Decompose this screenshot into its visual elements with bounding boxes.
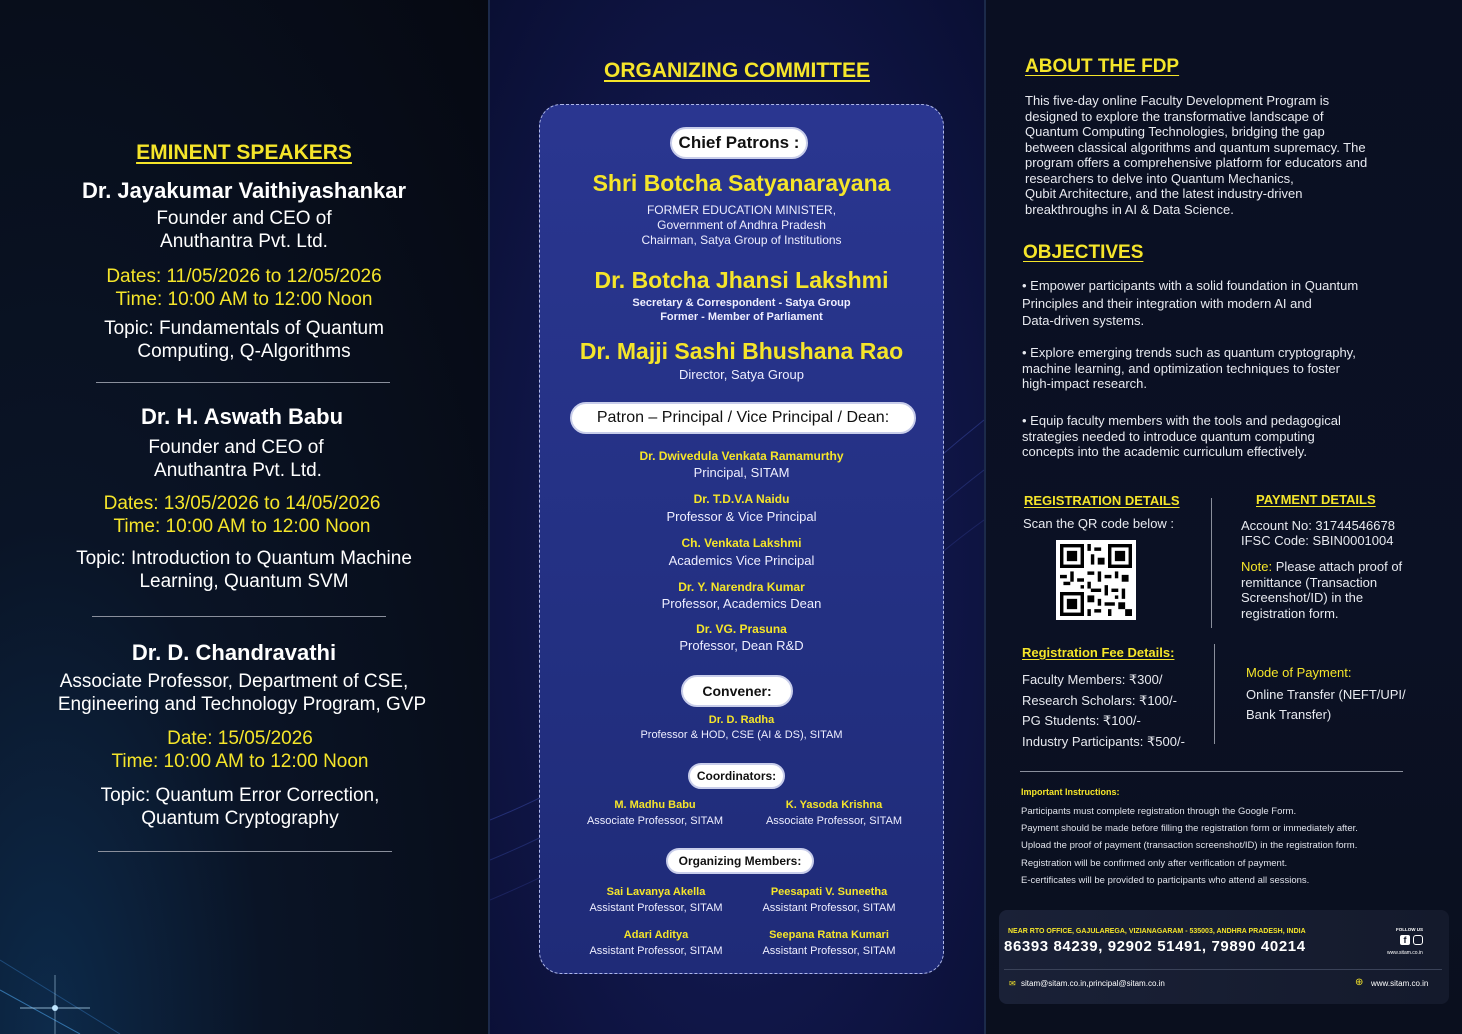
instruction-item: Registration will be confirmed only after verification of payment. [1021, 857, 1288, 869]
social-icons [1400, 935, 1423, 946]
globe-icon: ⊕ [1355, 977, 1364, 988]
member-2-title: Assistant Professor, SITAM [762, 902, 896, 914]
divider [92, 616, 386, 617]
speaker-1-topic: Topic: Fundamentals of Quantum [104, 318, 384, 339]
note-line: Screenshot/ID) in the [1241, 590, 1364, 605]
speaker-1-name: Dr. Jayakumar Vaithiyashankar [81, 178, 407, 203]
chief-patron-1-line3: Chairman, Satya Group of Institutions [641, 233, 842, 247]
instruction-item: E-certificates will be provided to participants who attend all sessions. [1021, 874, 1310, 886]
speaker-3-date: Date: 15/05/2026 [167, 728, 313, 749]
member-4-name: Seepana Ratna Kumari [769, 929, 889, 941]
patron-3-name: Ch. Venkata Lakshmi [681, 536, 802, 550]
instagram-icon[interactable] [1413, 935, 1423, 945]
organizing-committee-heading: ORGANIZING COMMITTEE [604, 59, 870, 82]
objective-line: machine learning, and optimization techniques to foster [1022, 360, 1340, 376]
chief-patron-2-name: Dr. Botcha Jhansi Lakshmi [594, 267, 889, 293]
chief-patron-3-line1: Director, Satya Group [679, 367, 804, 382]
member-4-title: Assistant Professor, SITAM [762, 945, 896, 957]
divider [98, 851, 392, 852]
member-3-name: Adari Aditya [623, 929, 689, 941]
patron-2-title: Professor & Vice Principal [666, 509, 817, 524]
coordinator-1-name: M. Madhu Babu [614, 799, 696, 811]
speaker-2-name: Dr. H. Aswath Babu [140, 404, 344, 429]
about-heading: ABOUT THE FDP [1025, 56, 1180, 77]
speaker-1-role: Founder and CEO of [156, 208, 332, 229]
about-line: researchers to delve into Quantum Mechanics, [1025, 170, 1294, 186]
fee-item: Research Scholars: ₹100/- [1022, 692, 1177, 708]
coordinator-2-name: K. Yasoda Krishna [785, 799, 883, 811]
instruction-item: Payment should be made before filling the registration form or immediately after. [1021, 823, 1358, 835]
member-1-title: Assistant Professor, SITAM [589, 902, 723, 914]
objective-2 [1022, 345, 1452, 392]
patron-4-name: Dr. Y. Narendra Kumar [678, 580, 805, 594]
vertical-divider [1211, 498, 1212, 628]
speaker-1-topic-cont: Computing, Q-Algorithms [137, 341, 351, 362]
divider [1020, 771, 1403, 772]
email-icon: ✉ [1009, 979, 1016, 988]
about-line: Quantum Computing Technologies, bridging the gap [1025, 124, 1325, 139]
about-line: between classical algorithms and quantum supremacy. The [1025, 139, 1366, 155]
objective-3 [1022, 413, 1452, 460]
fee-item: PG Students: ₹100/- [1022, 713, 1141, 728]
convener-label: Convener: [681, 675, 793, 707]
speaker-2-org: Anuthantra Pvt. Ltd. [154, 460, 322, 481]
chief-patrons-label: Chief Patrons : [670, 127, 808, 159]
about-line: program offers a comprehensive platform for educators and [1025, 155, 1368, 170]
patron-4-title: Professor, Academics Dean [661, 596, 822, 611]
member-3-title: Assistant Professor, SITAM [589, 945, 723, 957]
organizing-members-label: Organizing Members: [666, 848, 814, 874]
vertical-divider [1214, 644, 1215, 744]
account-number: Account No: 31744546678 [1241, 518, 1395, 533]
objective-line: concepts into the academic curriculum effectively. [1022, 444, 1307, 459]
member-2-name: Peesapati V. Suneetha [770, 886, 888, 898]
chief-patron-3-name: Dr. Majji Sashi Bhushana Rao [579, 338, 904, 364]
coordinators-label: Coordinators: [688, 763, 785, 789]
qr-code-icon [1060, 544, 1132, 616]
patron-1-name: Dr. Dwivedula Venkata Ramamurthy [639, 449, 844, 463]
note-line: remittance (Transaction [1241, 574, 1378, 590]
patron-5-title: Professor, Dean R&D [679, 638, 804, 653]
important-instructions-heading: Important Instructions: [1021, 787, 1120, 797]
coordinator-1-title: Associate Professor, SITAM [586, 815, 724, 827]
speaker-3-name: Dr. D. Chandravathi [131, 640, 337, 665]
speaker-2-time: Time: 10:00 AM to 12:00 Noon [113, 516, 371, 537]
objective-line: strategies needed to introduce quantum computing [1022, 428, 1315, 444]
about-line: This five-day online Faculty Development Program is [1025, 93, 1330, 108]
email-address[interactable]: sitam@sitam.co.in,principal@sitam.co.in [1021, 979, 1165, 988]
follow-us-label: FOLLOW US [1396, 927, 1423, 932]
instruction-item: Upload the proof of payment (transaction screenshot/ID) in the registration form. [1021, 840, 1358, 852]
registration-fee-heading: Registration Fee Details: [1022, 645, 1175, 660]
ifsc-code: IFSC Code: SBIN0001004 [1241, 533, 1394, 548]
contact-footer [999, 910, 1449, 1004]
objective-line: • Equip faculty members with the tools and pedagogical [1022, 413, 1341, 428]
about-line: breakthroughs in AI & Data Science. [1025, 201, 1234, 217]
objective-line: high-impact research. [1022, 376, 1147, 391]
objective-line: Principles and their integration with modern AI and [1022, 295, 1312, 311]
eminent-speakers-heading: EMINENT SPEAKERS [136, 141, 352, 164]
speaker-1-org: Anuthantra Pvt. Ltd. [160, 231, 328, 252]
speaker-2-role: Founder and CEO of [148, 437, 324, 458]
scan-qr-text: Scan the QR code below : [1023, 516, 1175, 531]
convener-title: Professor & HOD, CSE (AI & DS), SITAM [640, 729, 843, 741]
instruction-item: Participants must complete registration through the Google Form. [1021, 806, 1297, 817]
mode-line: Bank Transfer) [1246, 707, 1332, 722]
objective-line: Data-driven systems. [1022, 313, 1145, 328]
instructions-list [1021, 803, 1451, 889]
note-line: registration form. [1241, 605, 1339, 621]
mode-line: Online Transfer (NEFT/UPI/ [1246, 687, 1406, 702]
address: NEAR RTO OFFICE, GAJULAREGA, VIZIANAGARAM - 535003, ANDHRA PRADESH, INDIA [1008, 928, 1306, 935]
website-link[interactable]: www.sitam.co.in [1371, 979, 1429, 988]
registration-qr-code[interactable] [1056, 540, 1136, 620]
objectives-heading: OBJECTIVES [1023, 242, 1144, 263]
speaker-3-time: Time: 10:00 AM to 12:00 Noon [111, 751, 369, 772]
registration-details-heading: REGISTRATION DETAILS [1024, 493, 1180, 508]
objective-1 [1022, 278, 1452, 329]
payment-details-heading: PAYMENT DETAILS [1256, 492, 1376, 507]
fee-list [1022, 670, 1185, 752]
objective-line: • Empower participants with a solid foundation in Quantum [1022, 278, 1359, 293]
speaker-3-org: Engineering and Technology Program, GVP [57, 694, 427, 715]
chief-patron-2-line1: Secretary & Correspondent - Satya Group [632, 297, 851, 309]
mode-of-payment-heading: Mode of Payment: [1246, 665, 1352, 680]
speaker-2-topic-cont: Learning, Quantum SVM [139, 571, 349, 592]
speaker-2-topic: Topic: Introduction to Quantum Machine [76, 548, 412, 569]
chief-patron-1-line1: FORMER EDUCATION MINISTER, [646, 203, 837, 217]
speaker-1-dates: Dates: 11/05/2026 to 12/05/2026 [106, 266, 382, 287]
note-label: Note: [1241, 559, 1273, 574]
speaker-3-topic: Topic: Quantum Error Correction, [100, 785, 380, 806]
patron-1-title: Principal, SITAM [693, 465, 790, 480]
fee-item: Industry Participants: ₹500/- [1022, 733, 1185, 749]
about-line: designed to explore the transformative landscape of [1025, 108, 1324, 124]
about-line: Qubit Architecture, and the latest industry-driven [1025, 186, 1303, 201]
facebook-icon[interactable]: f [1400, 935, 1410, 945]
member-1-name: Sai Lavanya Akella [606, 886, 706, 898]
divider [96, 382, 390, 383]
mode-of-payment-text [1246, 685, 1406, 725]
about-text [1025, 93, 1445, 217]
coordinator-2-title: Associate Professor, SITAM [765, 815, 903, 827]
site-small: www.sitam.co.in [1387, 950, 1423, 956]
speaker-2-dates: Dates: 13/05/2026 to 14/05/2026 [103, 493, 381, 514]
chief-patron-2-line2: Former - Member of Parliament [660, 311, 823, 323]
fee-item: Faculty Members: ₹300/ [1022, 672, 1163, 687]
payment-note [1241, 559, 1441, 621]
speaker-3-topic-cont: Quantum Cryptography [141, 808, 339, 829]
patron-3-title: Academics Vice Principal [668, 553, 815, 568]
patron-principal-label: Patron – Principal / Vice Principal / Dean: [570, 402, 916, 434]
note-text: Please attach proof of [1272, 559, 1403, 574]
speaker-1-time: Time: 10:00 AM to 12:00 Noon [115, 289, 373, 310]
objective-line: • Explore emerging trends such as quantum cryptography, [1022, 345, 1356, 360]
convener-name: Dr. D. Radha [708, 714, 775, 726]
chief-patron-1-name: Shri Botcha Satyanarayana [592, 170, 891, 196]
chief-patron-1-line2: Government of Andhra Pradesh [657, 218, 826, 232]
phone-numbers[interactable]: 86393 84239, 92902 51491, 79890 40214 [1004, 938, 1306, 955]
speaker-3-role: Associate Professor, Department of CSE, [59, 671, 409, 692]
divider [1004, 969, 1442, 970]
patron-5-name: Dr. VG. Prasuna [696, 622, 787, 636]
patron-2-name: Dr. T.D.V.A Naidu [693, 492, 790, 506]
